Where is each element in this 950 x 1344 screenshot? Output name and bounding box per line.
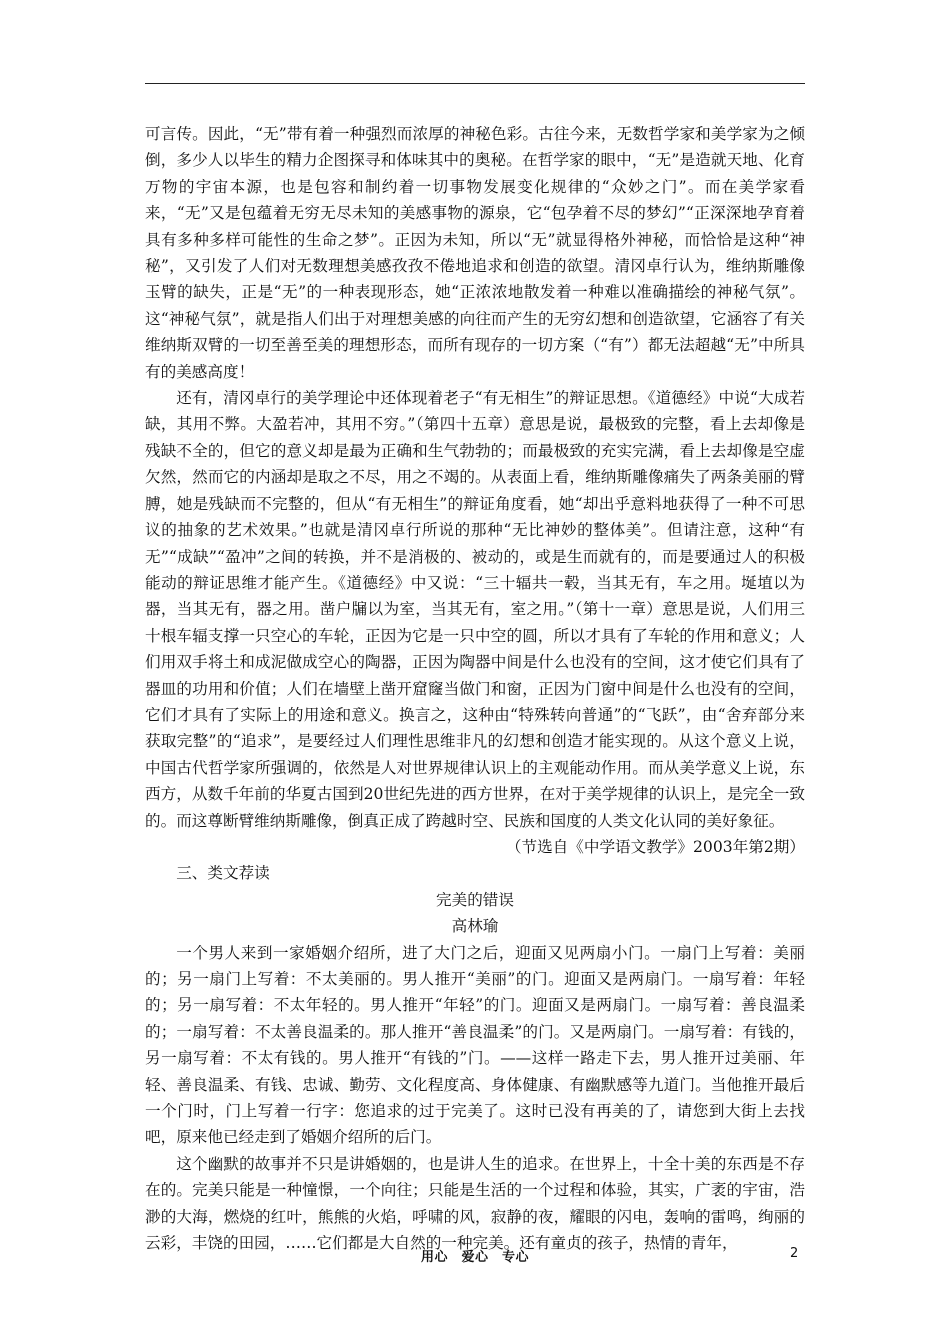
paragraph: 这个幽默的故事并不只是讲婚姻的，也是讲人生的追求。在世界上，十全十美的东西是不存在的。完美只能是一种憧憬，一个向往；只能是生活的一个过程和体验，其实，广袤的宇宙，浩渺的大海，燃烧的红叶，熊熊的火焰，呼啸的风，寂静的夜，耀眼的闪电，轰响的雷鸣，绚丽的云彩，丰饶的田园，……它们都是大自然的一种完美。还有童贞的孩子，热情的青年， — [145, 1154, 805, 1253]
paragraph: 一个男人来到一家婚姻介绍所，进了大门之后，迎面又见两扇小门。一扇门上写着：美丽的；另一扇门上写着：不太美丽的。男人推开“美丽”的门。迎面又是两扇门。一扇写着：年轻的；另一扇写着：不太年轻的。男人推开“年轻”的门。迎面又是两扇门。一扇写着：善良温柔的；一扇写着：不太善良温柔的。那人推开“善良温柔”的门。又是两扇门。一扇写着：有钱的，另一扇写着：不太有钱的。男人推开“有钱的”门。——这样一路走下去，男人推开过美丽、年轻、善良温柔、有钱、忠诚、勤劳、文化程度高、身体健康、有幽默感等九道门。当他推开最后一个门时，门上写着一行字：您追求的过于完美了。这时已没有再美的了，请您到大街上去找吧，原来他已经走到了婚姻介绍所的后门。 — [145, 943, 805, 1147]
paragraph: 可言传。因此，“无”带有着一种强烈而浓厚的神秘色彩。古往今来，无数哲学家和美学家为之倾倒，多少人以毕生的精力企图探寻和体味其中的奥秘。在哲学家的眼中，“无”是造就天地、化育万物的宇宙本源，也是包容和制约着一切事物发展变化规律的“众妙之门”。而在美学家看来，“无”又是包蕴着无穷无尽未知的美感事物的源泉，它“包孕着不尽的梦幻”“正深深地孕育着具有多种多样可能性的生命之梦”。正因为未知，所以“无”就显得格外神秘，而恰恰是这种“神秘”，又引发了人们对无数理想美感孜孜不倦地追求和创造的欲望。清冈卓行认为，维纳斯雕像玉臂的缺失，正是“无”的一种表现形态，她“正浓浓地散发着一种难以准确描绘的神秘气氛”。这“神秘气氛”，就是指人们出于对理想美感的向往而产生的无穷幻想和创造欲望，它涵容了有关维纳斯双臂的一切至善至美的理想形态，而所有现存的一切方案（“有”）都无法超越“无”中所具有的美感高度！ — [145, 125, 805, 381]
source-citation: （节选自《中学语文教学》2003年第2期） — [505, 837, 805, 856]
article-author: 高林瑜 — [451, 917, 499, 936]
paragraph: 还有，清冈卓行的美学理论中还体现着老子“有无相生”的辩证思想。《道德经》中说“大成若缺，其用不弊。大盈若冲，其用不穷。”（第四十五章）意思是说，最极致的完整，看上去却像是残缺不全的，但它的意义却是最为正确和生气勃勃的；而最极致的充实完满，看上去却像是空虚欠然，然而它的内涵却是取之不尽，用之不竭的。从表面上看，维纳斯雕像痛失了两条美丽的臂膊，她是残缺而不完整的，但从“有无相生”的辩证角度看，她“却出乎意料地获得了一种不可思议的抽象的艺术效果。”也就是清冈卓行所说的那种“无比神妙的整体美”。但请注意，这种“有无”“成缺”“盈冲”之间的转换，并不是消极的、被动的，或是生而就有的，而是要通过人的积极能动的辩证思维才能产生。《道德经》中又说：“三十辐共一毂，当其无有，车之用。埏埴以为器，当其无有，器之用。凿户牖以为室，当其无有，室之用。”（第十一章）意思是说，人们用三十根车辐支撑一只空心的车轮，正因为它是一只中空的圆，所以才具有了车轮的作用和意义；人们用双手将土和成泥做成空心的陶器，正因为陶器中间是什么也没有的空间，这才使它们具有了器皿的功用和价值；人们在墙壁上凿开窟窿当做门和窗，正因为门窗中间是什么也没有的空间，它们才具有了实际上的用途和意义。换言之，这种由“特殊转向普通”的“飞跃”，由“舍弃部分来获取完整”的“追求”，是要经过人们理性思维非凡的幻想和创造才能实现的。从这个意义上说，中国古代哲学家所强调的，依然是人对世界规律认识上的主观能动作用。而从美学意义上说，东西方，从数千年前的华夏古国到20世纪先进的西方世界，在对于美学规律的认识上，是完全一致的。而这尊断臂维纳斯雕像，倒真正成了跨越时空、民族和国度的人类文化认同的美好象征。 — [145, 389, 805, 830]
document-body — [145, 121, 805, 1256]
article-title: 完美的错误 — [436, 890, 514, 909]
page-number: 2 — [790, 1246, 799, 1261]
footer-slogan: 用心 爱心 专心 — [420, 1250, 529, 1265]
header-rule — [145, 83, 805, 84]
section-heading: 三、类文荐读 — [176, 864, 270, 883]
